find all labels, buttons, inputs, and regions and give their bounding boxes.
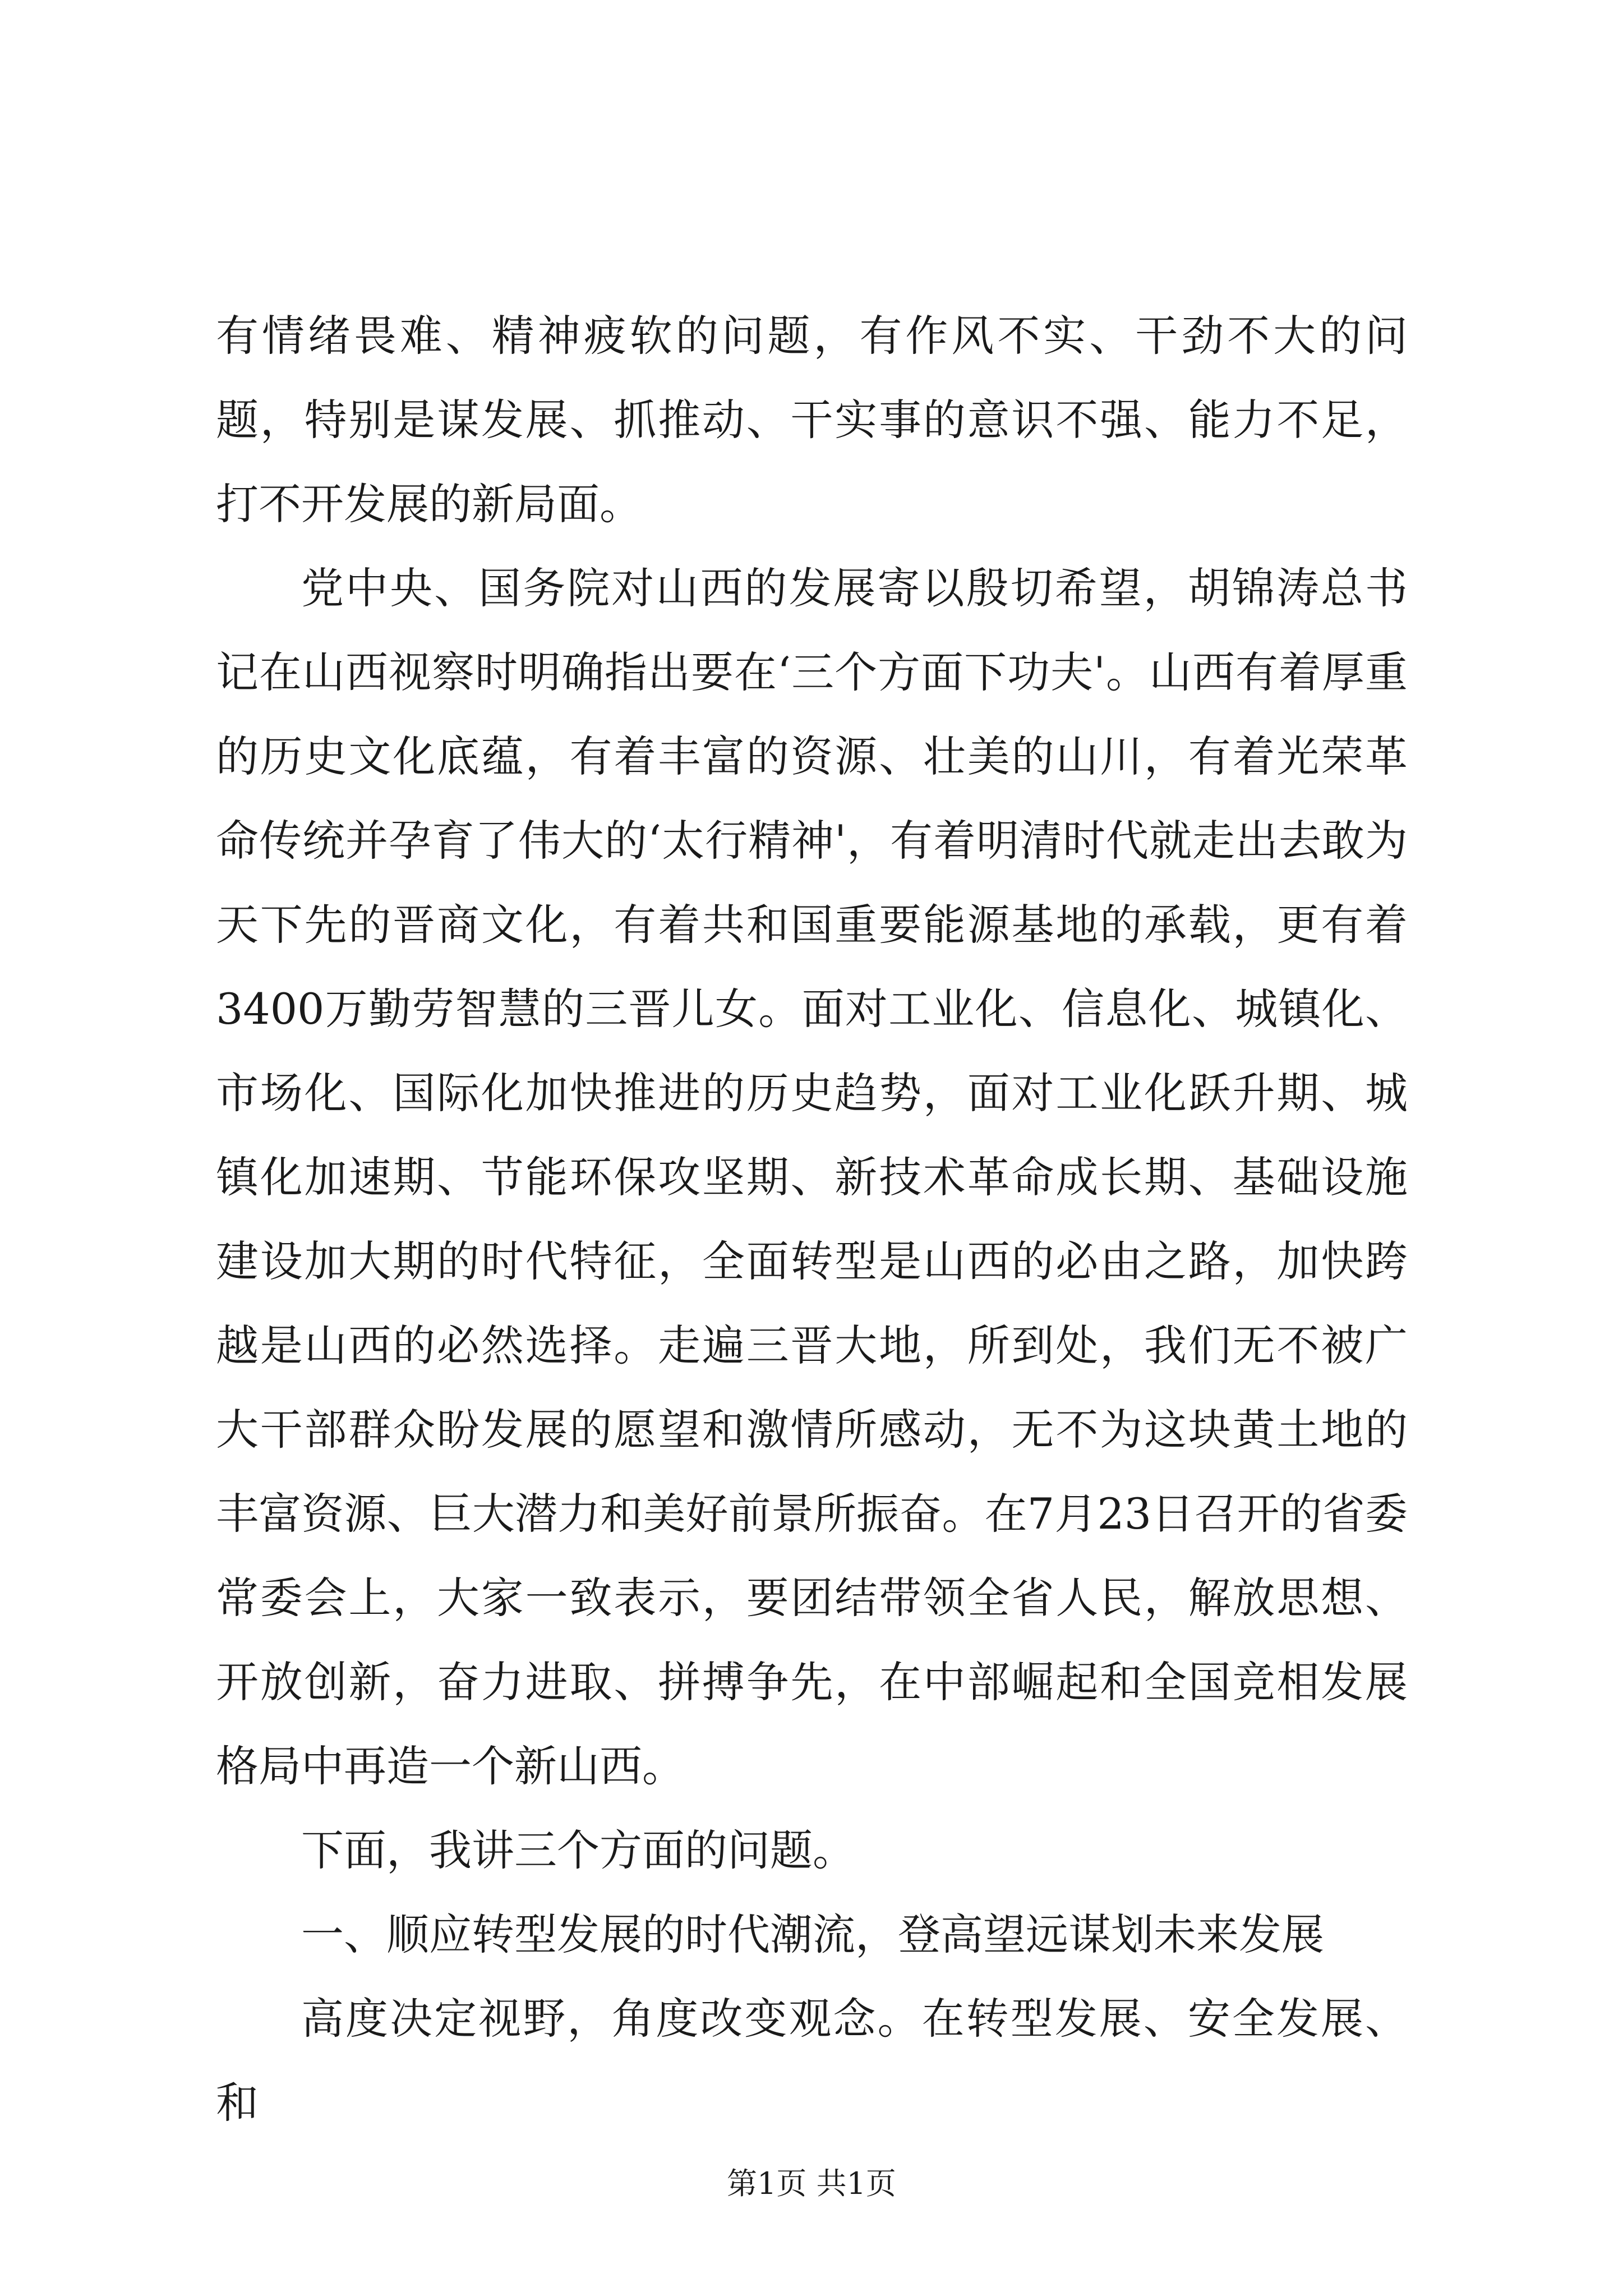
section-heading-one: 一、顺应转型发展的时代潮流，登高望远谋划未来发展 bbox=[301, 1910, 1324, 1959]
paragraph-shanxi-development: 党中央、国务院对山西的发展寄以殷切希望，胡锦涛总书记在山西视察时明确指出要在‘三个方面下功夫'。山西有着厚重的历史文化底蕴，有着丰富的资源、壮美的山川，有着光荣革命传统并孕育了伟大的‘太行精神'，有着明清时代就走出去敢为天下先的晋商文化，有着共和国重要能源基地的承载，更有着3400万勤劳智慧的三晋儿女。面对工业化、信息化、城镇化、市场化、国际化加快推进的历史趋势，面对工业化跃升期、城镇化加速期、节能环保攻坚期、新技术革命成长期、基础设施建设加大期的时代特征，全面转型是山西的必由之路，加快跨越是山西的必然选择。走遍三晋大地，所到处，我们无不被广大干部群众盼发展的愿望和激情所感动，无不为这块黄土地的丰富资源、巨大潜力和美好前景所振奋。在7月23日召开的省委常委会上，大家一致表示，要团结带领全省人民，解放思想、开放创新，奋力进取、拼搏争先，在中部崛起和全国竞相发展格局中再造一个新山西。 bbox=[216, 563, 1408, 1791]
paragraph-continuation: 有情绪畏难、精神疲软的问题，有作风不实、干劲不大的问题，特别是谋发展、抓推动、干实事的意识不强、能力不足，打不开发展的新局面。 bbox=[216, 311, 1408, 529]
document-body bbox=[216, 294, 1408, 2145]
paragraph-section-one-start: 高度决定视野，角度改变观念。在转型发展、安全发展、和 bbox=[216, 1994, 1408, 2128]
page-footer: 第1页 共1页 bbox=[727, 2166, 896, 2201]
paragraph-outline-intro: 下面，我讲三个方面的问题。 bbox=[301, 1825, 855, 1875]
